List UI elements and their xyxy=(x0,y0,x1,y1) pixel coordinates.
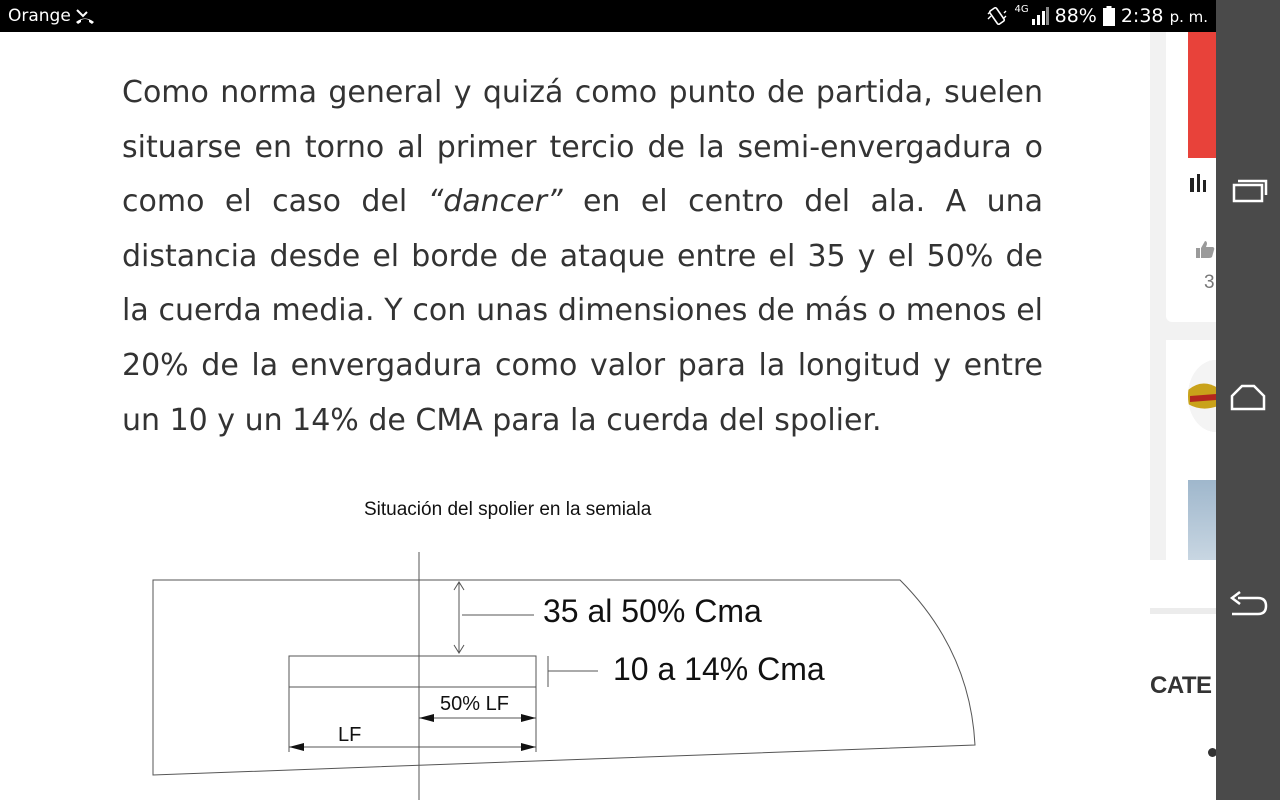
length-label: LF xyxy=(338,724,362,746)
article-paragraph xyxy=(122,66,1043,448)
status-icons xyxy=(986,5,1208,27)
article-text-2: en el centro del ala. A una distancia desde el borde de ataque entre el 35 y el 50% de la cuerda media. Y con unas dimensiones de más o menos el 20% de la envergadura como valor para la longitud y entre un 10 y un 14% de CMA para la cuerda del spolier. xyxy=(122,184,1044,438)
post-thumbnail[interactable] xyxy=(1188,32,1216,158)
navigation-bar xyxy=(1216,0,1280,800)
spoiler-diagram xyxy=(140,490,990,800)
like-count: 3 xyxy=(1204,272,1215,293)
thumbnail-fragment xyxy=(1188,170,1216,196)
status-bar xyxy=(0,0,1216,32)
sidebar-post-card[interactable] xyxy=(1166,32,1216,322)
categories-heading: CATE xyxy=(1150,672,1212,699)
back-icon[interactable] xyxy=(1228,588,1268,624)
clock-time: 2:38 xyxy=(1120,5,1164,27)
thumbs-up-icon[interactable] xyxy=(1194,238,1216,260)
chord-label: 10 a 14% Cma xyxy=(613,651,825,687)
wing-drawing xyxy=(140,490,990,800)
article-italic-term: “dancer” xyxy=(427,184,563,220)
diagram-title: Situación del spolier en la semiala xyxy=(364,499,652,520)
sidebar-author-card[interactable] xyxy=(1166,340,1216,560)
signal-icon xyxy=(1031,7,1049,25)
clock xyxy=(1121,5,1208,27)
home-icon[interactable] xyxy=(1228,380,1268,416)
article-text-1: Como norma general y quizá como punto de partida, suelen situarse en torno al primer tercio de la semi-envergadura o como el caso del xyxy=(122,75,1043,220)
post-photo[interactable] xyxy=(1188,480,1216,560)
half-length-label: 50% LF xyxy=(440,693,509,715)
recent-apps-icon[interactable] xyxy=(1228,172,1268,208)
vibrate-icon xyxy=(986,5,1008,27)
network-type: 4G xyxy=(1014,3,1029,15)
sidebar-categories xyxy=(1150,560,1216,800)
position-label: 35 al 50% Cma xyxy=(543,593,762,629)
battery-icon xyxy=(1103,6,1115,26)
clock-ampm: p. m. xyxy=(1169,8,1208,26)
missed-call-icon xyxy=(74,7,96,25)
sidebar xyxy=(1150,32,1216,800)
battery-percent: 88% xyxy=(1054,5,1097,27)
carrier-name: Orange xyxy=(8,6,71,26)
sidebar-divider xyxy=(1150,608,1216,614)
